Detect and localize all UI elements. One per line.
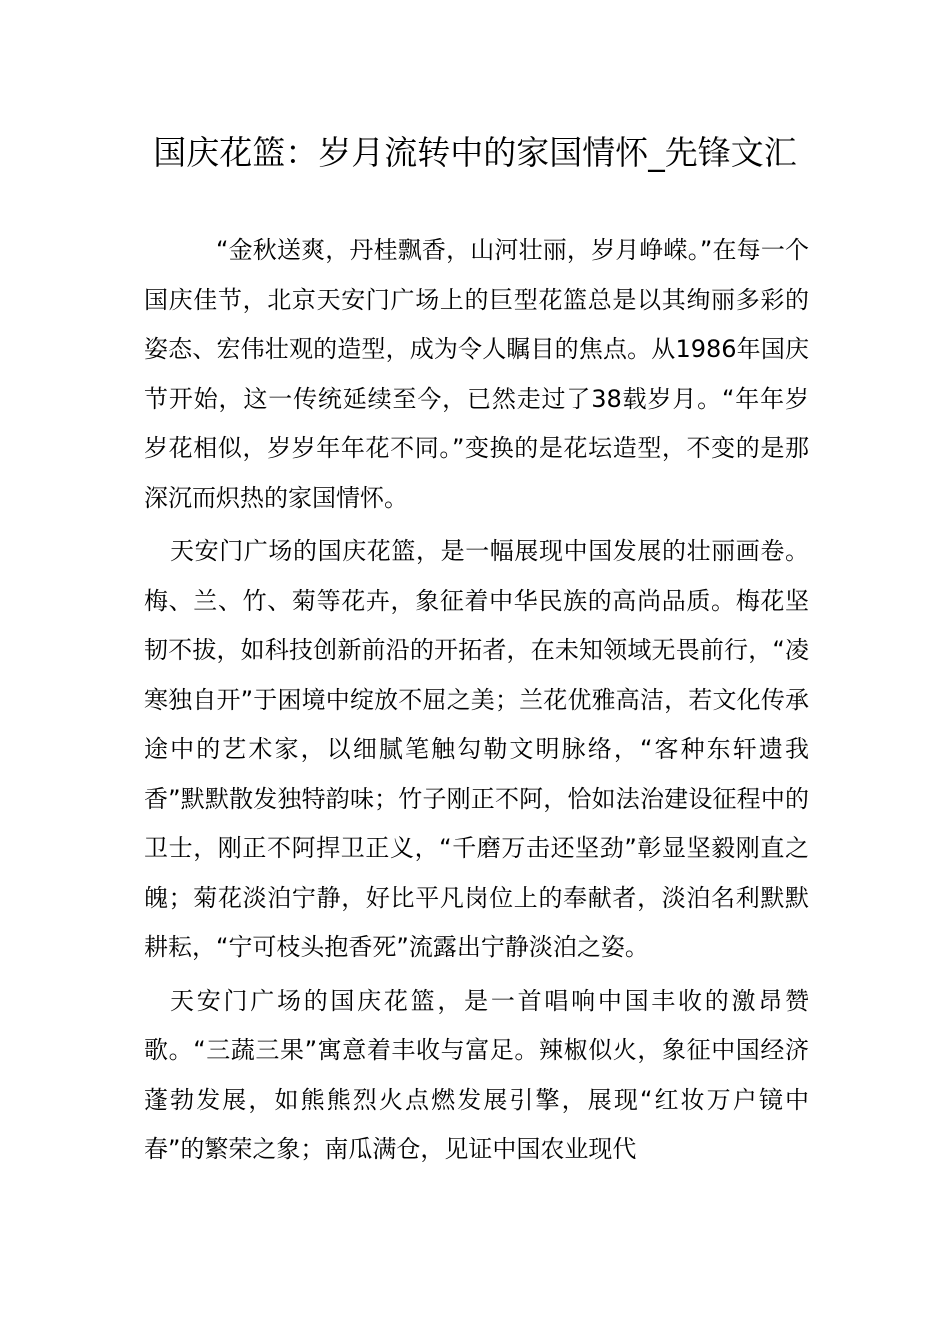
paragraph-3: 天安门广场的国庆花篮，是一首唱响中国丰收的激昂赞歌。“三蔬三果”寓意着丰收与富足。辣椒似火，象征中国经济蓬勃发展，如熊熊烈火点燃发展引擎，展现“红妆万户镜中春”的繁荣之象；南瓜满仓，见证中国农业现代 xyxy=(144,986,809,1163)
document-title: 国庆花篮：岁月流转中的家国情怀_先锋文汇 xyxy=(153,133,797,172)
paragraph-1: “金秋送爽，丹桂飘香，山河壮丽，岁月峥嵘。”在每一个国庆佳节，北京天安门广场上的巨型花篮总是以其绚丽多彩的姿态、宏伟壮观的造型，成为令人瞩目的焦点。从1986年国庆节开始，这一传统延续至今，已然走过了38载岁月。“年年岁岁花相似，岁岁年年花不同。”变换的是花坛造型，不变的是那深沉而炽热的家国情怀。 xyxy=(144,236,809,512)
document-body xyxy=(144,226,809,1179)
paragraph-2: 天安门广场的国庆花篮，是一幅展现中国发展的壮丽画卷。梅、兰、竹、菊等花卉，象征着中华民族的高尚品质。梅花坚韧不拔，如科技创新前沿的开拓者，在未知领域无畏前行，“凌寒独自开”于困境中绽放不屈之美；兰花优雅高洁，若文化传承途中的艺术家，以细腻笔触勾勒文明脉络，“客种东轩遗我香”默默散发独特韵味；竹子刚正不阿，恰如法治建设征程中的卫士，刚正不阿捍卫正义，“千磨万击还坚劲”彰显坚毅刚直之魄；菊花淡泊宁静，好比平凡岗位上的奉献者，淡泊名利默默耕耘，“宁可枝头抱香死”流露出宁静淡泊之姿。 xyxy=(144,537,809,961)
